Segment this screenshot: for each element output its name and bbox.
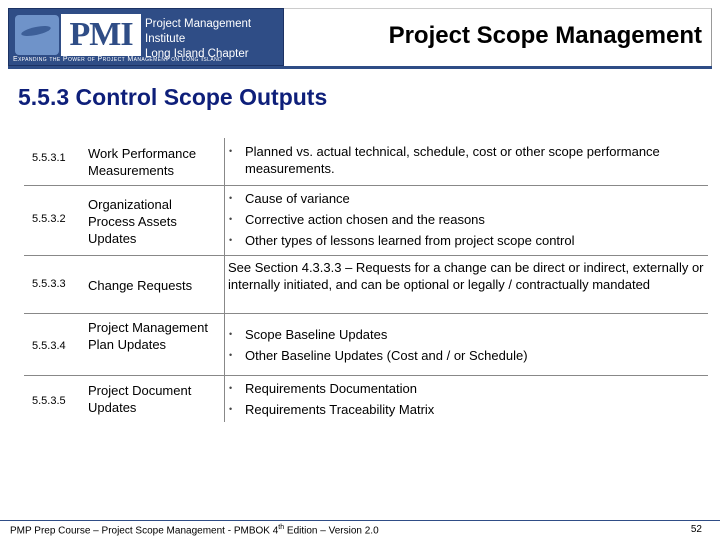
- bullet-list: [225, 143, 704, 177]
- bullet-list: [225, 378, 704, 420]
- list-item: • Requirements Traceability Matrix: [245, 399, 704, 420]
- outputs-table: [24, 138, 708, 422]
- footer-text-main: PMP Prep Course – Project Scope Management - PMBOK 4: [10, 525, 279, 537]
- row-number: 5.5.3.5: [32, 395, 66, 407]
- org-line-2: Long Island Chapter: [145, 48, 249, 60]
- bullet-list: [225, 324, 704, 366]
- table-row: [24, 256, 708, 314]
- row-name: Change Requests: [88, 278, 193, 293]
- row-description: [224, 138, 704, 186]
- page-number: 52: [690, 524, 702, 535]
- row-number: 5.5.3.1: [32, 152, 66, 164]
- footer-text-end: Edition – Version 2.0: [284, 525, 379, 537]
- row-name: Project Document Updates: [88, 383, 192, 415]
- footer-rule: [0, 520, 720, 521]
- row-name: Project Management Plan Updates: [88, 320, 208, 352]
- row-number: 5.5.3.3: [32, 278, 66, 290]
- row-description: [224, 256, 704, 314]
- table-row: [24, 376, 708, 422]
- slide-title: Project Scope Management: [388, 22, 702, 49]
- org-line-1: Project Management Institute: [145, 18, 252, 45]
- list-item: • Requirements Documentation: [245, 378, 704, 399]
- list-item: • Other types of lessons learned from project scope control: [245, 230, 704, 251]
- table-row: [24, 186, 708, 256]
- row-name: Organizational Process Assets Updates: [88, 197, 177, 246]
- pmi-logo: [8, 8, 284, 66]
- row-number: 5.5.3.4: [32, 340, 66, 352]
- header-rule: [8, 66, 712, 69]
- bullet-list: [225, 188, 704, 251]
- table-row: [24, 138, 708, 186]
- list-item: • Cause of variance: [245, 188, 704, 209]
- row-description: [224, 376, 704, 422]
- long-island-map-icon: [15, 15, 59, 55]
- logo-tagline: Expanding the Power of Project Management on Long Island: [13, 56, 223, 63]
- row-description: [224, 186, 704, 256]
- description-text: See Section 4.3.3.3 – Requests for a change can be direct or indirect, externally or internally initiated, and can be optional or legally / contractually mandated: [228, 260, 704, 292]
- list-item: • Other Baseline Updates (Cost and / or Schedule): [245, 345, 704, 366]
- row-description: [224, 314, 704, 376]
- footer-text: [10, 524, 379, 536]
- pmi-letters: PMI: [61, 14, 141, 56]
- row-number: 5.5.3.2: [32, 213, 66, 225]
- list-item: • Scope Baseline Updates: [245, 324, 704, 345]
- table-row: [24, 314, 708, 376]
- row-name: Work Performance Measurements: [88, 146, 197, 178]
- list-item: • Planned vs. actual technical, schedule, cost or other scope performance measurements.: [245, 143, 704, 177]
- list-item: • Corrective action chosen and the reasons: [245, 209, 704, 230]
- section-title: 5.5.3 Control Scope Outputs: [18, 84, 328, 110]
- footer-text-sup: th: [278, 524, 285, 531]
